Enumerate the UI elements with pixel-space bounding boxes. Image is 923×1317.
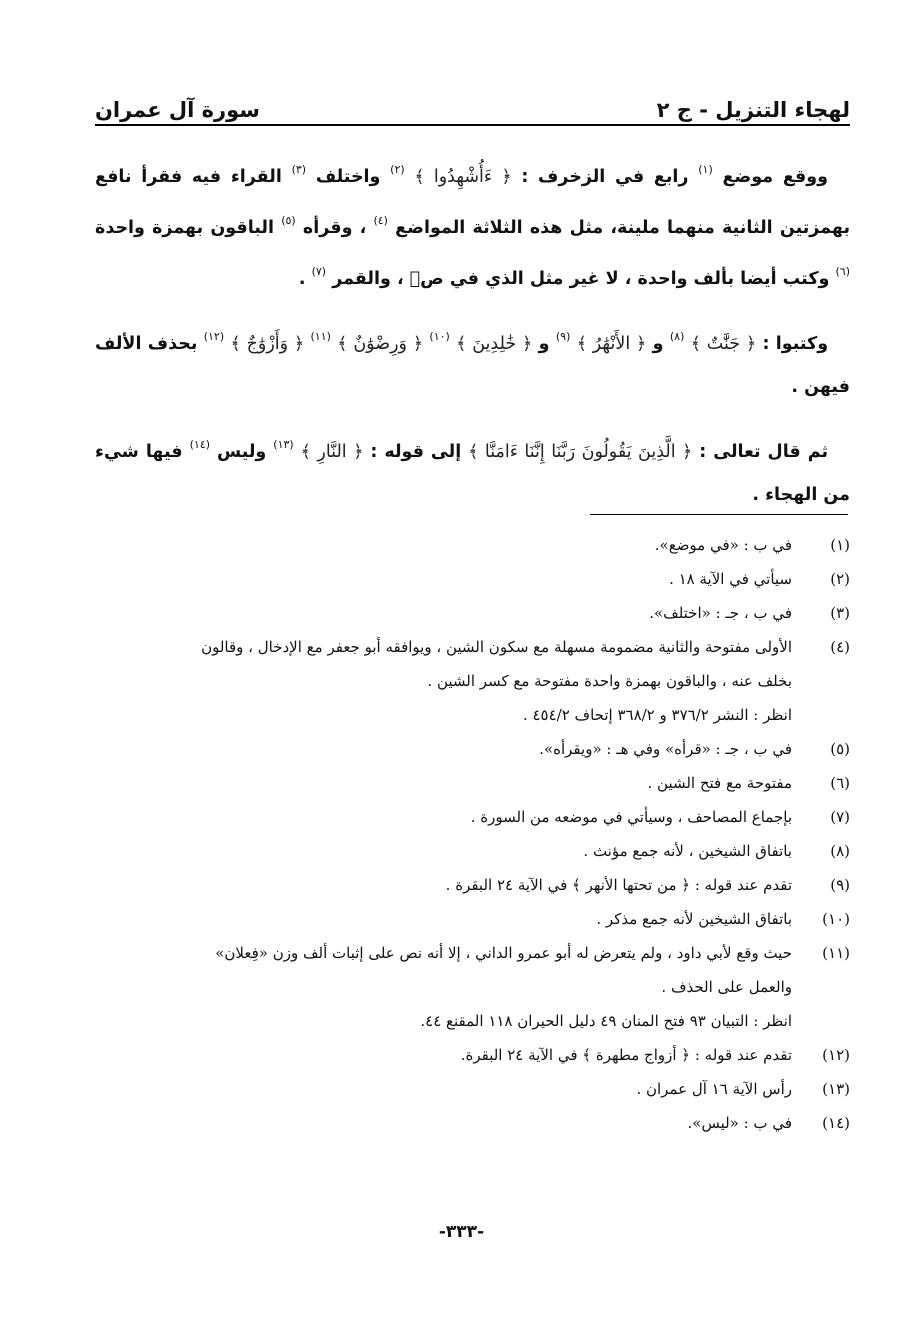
footnote <box>95 1106 850 1140</box>
text-run: و <box>652 334 664 354</box>
footnote <box>95 732 850 766</box>
paragraph-2 <box>95 315 850 409</box>
text-run: ثم قال تعالى : <box>699 442 829 462</box>
footnote-number: (٤) <box>830 638 850 656</box>
text-run: إلى قوله : <box>370 442 462 462</box>
footnote-ref: (٧) <box>311 265 327 278</box>
footnote-text <box>95 902 792 936</box>
footnote-number: (٨) <box>830 842 850 860</box>
footnote-text <box>95 766 792 800</box>
footnote-line: بإجماع المصاحف ، وسيأتي في موضعه من السورة . <box>470 808 792 826</box>
quran-verse: ﴿ الَّذِينَ يَقُولُونَ رَبَّنَا إِنَّنَا ءَامَنَّا ﴾ <box>468 442 693 462</box>
footnote-ref: (١١) <box>310 330 331 343</box>
footnote-line: تقدم عند قوله : ﴿ من تحتها الأنهر ﴾ في الآية ٢٤ البقرة . <box>445 876 792 894</box>
footnote-line: باتفاق الشيخين لأنه جمع مذكر . <box>596 910 792 928</box>
paragraph-1 <box>95 148 850 301</box>
footnote-number: (١١) <box>822 944 850 962</box>
footnote-ref: (١) <box>698 163 713 176</box>
text-run: بحذف الألف فيهن . <box>95 334 850 397</box>
footnote-number: (٧) <box>830 808 850 826</box>
quran-word: ﴿ النَّارِ ﴾ <box>300 442 364 462</box>
footnote-text <box>95 868 792 902</box>
footnote <box>95 1038 850 1072</box>
page-number: -٣٣٣- <box>438 1222 485 1242</box>
footnote-number: (٢) <box>830 570 850 588</box>
footnote-ref: (٥) <box>281 214 296 227</box>
footnote <box>95 596 850 630</box>
footnote-text <box>95 936 792 1038</box>
footnote-text <box>95 1038 792 1072</box>
main-text <box>95 148 850 531</box>
footnote <box>95 936 850 1038</box>
text-run: واختلف <box>315 167 381 187</box>
footnote-text <box>95 800 792 834</box>
footnote-line: في ب : «في موضع». <box>654 536 792 554</box>
footnote-text <box>95 528 792 562</box>
footnote-line: تقدم عند قوله : ﴿ أزواج مطهرة ﴾ في الآية ٢٤ البقرة. <box>460 1046 792 1064</box>
quran-word: ﴿ ءَأُشْهِدُوا ﴾ <box>414 167 512 187</box>
footnote-number: (١٤) <box>822 1114 850 1132</box>
footnote-ref: (١٠) <box>429 330 450 343</box>
footnote-number: (٣) <box>830 604 850 622</box>
footnote-separator <box>590 514 848 515</box>
footnote-line: سيأتي في الآية ١٨ . <box>669 570 792 588</box>
footnote-ref: (٢) <box>390 163 405 176</box>
footnote <box>95 800 850 834</box>
footnote-number: (٥) <box>830 740 850 758</box>
footnote-ref: (١٤) <box>189 438 210 451</box>
footnote <box>95 1072 850 1106</box>
text-run: وكتبوا : <box>762 334 829 354</box>
footnote-line: والعمل على الحذف . <box>661 978 792 996</box>
text-run: ، وقرأه <box>302 218 367 238</box>
footnote-ref: (٦) <box>835 265 850 278</box>
footnote-number: (١٢) <box>822 1046 850 1064</box>
footnote-line: في ب ، جـ : «اختلف». <box>649 604 792 622</box>
text-run: . <box>298 269 306 289</box>
footnote-line: في ب ، جـ : «قرأه» وفي هـ : «ويقرأه». <box>539 740 792 758</box>
footnote <box>95 834 850 868</box>
book-title: لهجاء التنزيل - ج ٢ <box>656 98 850 122</box>
footnote <box>95 766 850 800</box>
footnote-text <box>95 834 792 868</box>
footnote-number: (١) <box>830 536 850 554</box>
footnote <box>95 562 850 596</box>
surah-title: سورة آل عمران <box>95 98 260 122</box>
footnote-line: انظر : التبيان ٩٣ فتح المنان ٤٩ دليل الحيران ١١٨ المقنع ٤٤. <box>420 1012 792 1030</box>
text-run: وليس <box>216 442 267 462</box>
footnote <box>95 902 850 936</box>
footnote-line: في ب : «ليس». <box>687 1114 792 1132</box>
text-run: ووقع موضع <box>722 167 829 187</box>
quran-word: ﴿ الأَنْهَٰرُ ﴾ <box>576 334 647 354</box>
footnote-ref: (٣) <box>291 163 307 176</box>
footnote-ref: (١٣) <box>273 438 294 451</box>
quran-word: ﴿ وَرِضْوَٰنٌ ﴾ <box>337 334 424 354</box>
footnote-line: بخلف عنه ، والباقون بهمزة واحدة مفتوحة مع كسر الشين . <box>427 672 792 690</box>
quran-word: ﴿ جَنَّٰتٌ ﴾ <box>690 334 757 354</box>
footnote <box>95 528 850 562</box>
footnote-line: الأولى مفتوحة والثانية مضمومة مسهلة مع سكون الشين ، ويوافقه أبو جعفر مع الإدخال ، وقالون <box>201 638 792 656</box>
text-run: وكتب أيضا بألف واحدة ، لا غير مثل الذي في صۤ ، والقمر <box>332 269 830 289</box>
text-run: القراء فيه فقرأ نافع بهمزتين الثانية منهما ملينة، مثل هذه الثلاثة المواضع <box>95 167 851 238</box>
footnote-text <box>95 1106 792 1140</box>
footnote-text <box>95 1072 792 1106</box>
footnote-ref: (٩) <box>555 330 571 343</box>
footnote-number: (١٣) <box>822 1080 850 1098</box>
footnote <box>95 630 850 732</box>
footnote-number: (١٠) <box>822 910 850 928</box>
footnote-ref: (٨) <box>669 330 685 343</box>
quran-word: ﴿ وَأَزْوَٰجٌ ﴾ <box>230 334 305 354</box>
footnote-line: انظر : النشر ٣٧٦/٢ و ٣٦٨/٢ إتحاف ٤٥٤/٢ . <box>522 706 792 724</box>
running-header <box>95 70 850 122</box>
footnote-text <box>95 562 792 596</box>
footnote <box>95 868 850 902</box>
quran-word: ﴿ خَٰلِدِينَ ﴾ <box>456 334 533 354</box>
text-run: رابع في الزخرف : <box>521 167 689 187</box>
text-run: و <box>538 334 550 354</box>
footnote-text <box>95 732 792 766</box>
footnote-line: رأس الآية ١٦ آل عمران . <box>636 1080 792 1098</box>
footnote-ref: (١٢) <box>203 330 225 343</box>
footnote-line: باتفاق الشيخين ، لأنه جمع مؤنث . <box>583 842 792 860</box>
footnote-text <box>95 630 792 732</box>
text-run: فيها شيء من الهجاء . <box>95 442 850 505</box>
header-rule <box>95 124 850 126</box>
footnote-ref: (٤) <box>373 214 388 227</box>
footnote-text <box>95 596 792 630</box>
footnotes <box>95 528 850 1140</box>
footnote-number: (٦) <box>830 774 850 792</box>
paragraph-3 <box>95 423 850 517</box>
footnote-line: مفتوحة مع فتح الشين . <box>647 774 792 792</box>
text-run: الباقون بهمزة واحدة <box>95 218 274 238</box>
footnote-line: حيث وقع لأبي داود ، ولم يتعرض له أبو عمرو الداني ، إلا أنه نص على إثبات ألف وزن «فِعلان» <box>215 944 792 962</box>
footnote-number: (٩) <box>830 876 850 894</box>
